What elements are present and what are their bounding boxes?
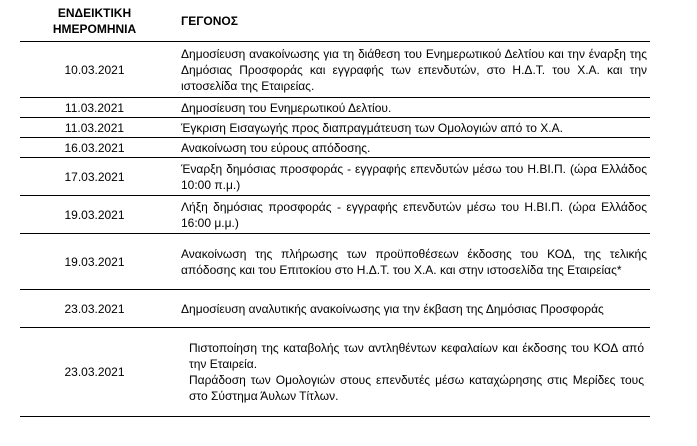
table-row <box>20 158 650 196</box>
table-row <box>20 234 650 290</box>
row-event: Πιστοποίηση της καταβολής των αντληθέντων κεφαλαίων και έκδοσης του ΚΟΔ από την Εταιρεία. <box>189 341 644 371</box>
table-row <box>20 328 650 417</box>
table-header-row <box>20 0 650 42</box>
row-date: 19.03.2021 <box>20 234 169 290</box>
header-event: ΓΕΓΟΝΟΣ <box>169 0 650 42</box>
row-date: 11.03.2021 <box>20 98 169 118</box>
row-date: 16.03.2021 <box>20 138 169 158</box>
row-event: Έναρξη δημόσιας προσφοράς - εγγραφής επενδυτών μέσω του Η.ΒΙ.Π. (ώρα Ελλάδος 10:00 π.μ.) <box>169 158 650 196</box>
row-event: Λήξη δημόσιας προσφοράς - εγγραφής επενδυτών μέσω του Η.ΒΙ.Π. (ώρα Ελλάδος 16:00 μ.μ.) <box>169 196 650 234</box>
timetable <box>20 0 650 417</box>
row-date: 19.03.2021 <box>20 196 169 234</box>
row-event: Δημοσίευση αναλυτικής ανακοίνωσης για την έκβαση της Δημόσιας Προσφοράς <box>169 290 650 328</box>
row-event: Δημοσίευση ανακοίνωσης για τη διάθεση του Ενημερωτικού Δελτίου και την έναρξη της Δημόσιας Προσφοράς και εγγραφής των επενδυτών, στο Η.Δ.Τ. του Χ.Α. και την ιστοσελίδα της Εταιρείας. <box>169 42 650 98</box>
row-date: 23.03.2021 <box>20 328 169 417</box>
table-row <box>20 118 650 138</box>
row-event-second: Παράδοση των Ομολογιών στους επενδυτές μέσω καταχώρησης στις Μερίδες τους στο Σύστημα Άυλων Τίτλων. <box>189 373 644 403</box>
table-row <box>20 290 650 328</box>
row-date: 17.03.2021 <box>20 158 169 196</box>
table-row <box>20 138 650 158</box>
row-event: Δημοσίευση του Ενημερωτικού Δελτίου. <box>169 98 650 118</box>
row-event: Ανακοίνωση του εύρους απόδοσης. <box>169 138 650 158</box>
row-event-multi <box>169 328 650 417</box>
row-event: Έγκριση Εισαγωγής προς διαπραγμάτευση των Ομολογιών από το Χ.Α. <box>169 118 650 138</box>
table-row <box>20 196 650 234</box>
header-date: ΕΝΔΕΙΚΤΙΚΗ ΗΜΕΡΟΜΗΝΙΑ <box>20 0 169 42</box>
row-event: Ανακοίνωση της πλήρωσης των προϋποθέσεων έκδοσης του ΚΟΔ, της τελικής απόδοσης και του Επιτοκίου στο Η.Δ.Τ. του Χ.Α. και στην ιστοσελίδα της Εταιρείας* <box>169 234 650 290</box>
table-row <box>20 42 650 98</box>
table-row <box>20 98 650 118</box>
row-date: 23.03.2021 <box>20 290 169 328</box>
row-date: 10.03.2021 <box>20 42 169 98</box>
row-date: 11.03.2021 <box>20 118 169 138</box>
